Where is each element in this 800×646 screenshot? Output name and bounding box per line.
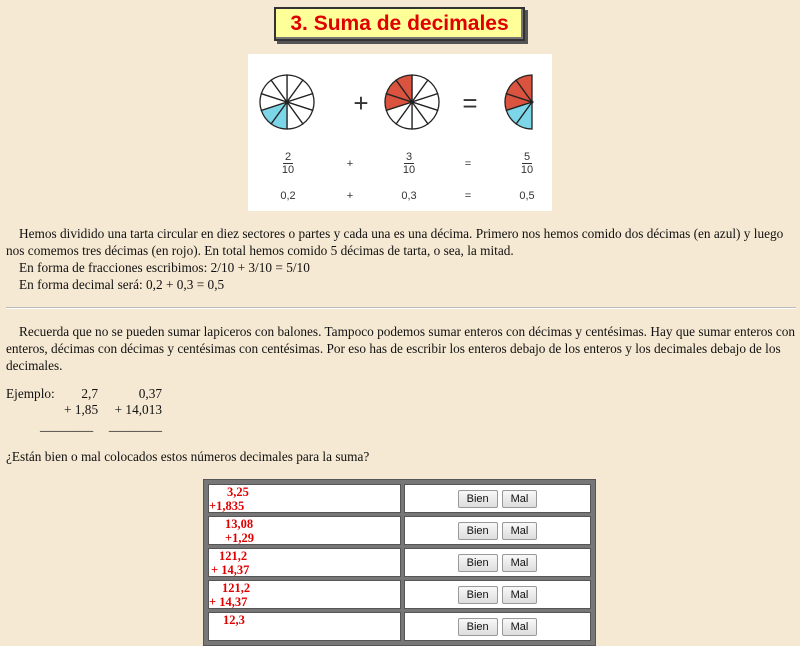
question: ¿Están bien o mal colocados estos números decimales para la suma?: [6, 449, 370, 464]
fraction-3: [512, 151, 542, 176]
rule-paragraph: Recuerda que no se pueden sumar lapiceros con balones. Tampoco podemos sumar enteros con décimas y centésimas. Hay que sumar enteros con enteros, décimas con décimas y centésimas con centésimas. Por eso has de escribir los enteros debajo de los enteros y los decimales debajo de los decimales.: [6, 324, 796, 373]
fractions-line: En forma de fracciones escribimos: 2/10 + 3/10 = 5/10: [19, 260, 310, 275]
numerator: 2: [284, 151, 292, 163]
mal-button[interactable]: Mal: [502, 586, 538, 604]
addend-bottom: +1,29: [225, 530, 254, 545]
bien-button[interactable]: Bien: [458, 554, 498, 572]
exercise-row: [208, 612, 591, 641]
mal-button[interactable]: Mal: [502, 490, 538, 508]
numerator: 5: [523, 151, 531, 163]
denominator: 10: [281, 164, 295, 176]
big-equals-sign: =: [462, 88, 478, 118]
plus-sign: +: [346, 190, 354, 202]
example-b-bottom: + 14,013: [114, 402, 162, 417]
mal-button[interactable]: Mal: [502, 618, 538, 636]
exercise-row: [208, 580, 591, 609]
page-title: 3. Suma de decimales: [274, 7, 525, 41]
addend-top: 12,3: [223, 613, 245, 627]
addition-cell: [208, 580, 401, 609]
bien-button[interactable]: Bien: [458, 490, 498, 508]
example-a-bottom: + 1,85: [64, 402, 99, 417]
addend-bottom: + 14,37: [211, 562, 250, 577]
main-content: [6, 225, 796, 646]
answer-cell: [404, 612, 591, 641]
decimal-2: 0,3: [401, 190, 417, 202]
exercise-row: [208, 516, 591, 545]
exercise-row: [208, 548, 591, 577]
example-b-top: 0,37: [138, 386, 162, 401]
fraction-pie-figure: [248, 54, 552, 211]
addition-cell: [208, 484, 401, 513]
addition-cell: [208, 516, 401, 545]
intro-paragraph: Hemos dividido una tarta circular en diez sectores o partes y cada una es una décima. Primero nos hemos comido dos décimas (en azul) y luego nos comemos tres décimas (en rojo). En total hemos comido 5 décimas de tarta, o sea, la mitad.: [6, 226, 784, 258]
addend-bottom: + 14,37: [209, 594, 248, 609]
addition-cell: [208, 548, 401, 577]
plus-sign: +: [346, 158, 354, 170]
addend-top: 121,2: [222, 581, 251, 595]
addend-bottom: +1,835: [209, 498, 245, 513]
denominator: 10: [402, 164, 416, 176]
example-a-line: ________: [40, 418, 94, 433]
fraction-2: [394, 151, 424, 176]
answer-cell: [404, 548, 591, 577]
denominator: 10: [520, 164, 534, 176]
answer-cell: [404, 484, 591, 513]
example-a-top: 2,7: [81, 386, 98, 401]
answer-cell: [404, 516, 591, 545]
exercise-row: [208, 484, 591, 513]
equals-sign: =: [464, 190, 472, 202]
addend-top: 121,2: [219, 549, 248, 563]
bien-button[interactable]: Bien: [458, 618, 498, 636]
numerator: 3: [405, 151, 413, 163]
decimal-3: 0,5: [519, 190, 535, 202]
equals-sign: =: [464, 158, 472, 170]
decimal-line: En forma decimal será: 0,2 + 0,3 = 0,5: [19, 277, 225, 292]
addend-top: 3,25: [227, 485, 249, 499]
exercise-table: [203, 479, 596, 646]
mal-button[interactable]: Mal: [502, 522, 538, 540]
bien-button[interactable]: Bien: [458, 522, 498, 540]
fraction-1: [273, 151, 303, 176]
example-label: Ejemplo:: [6, 386, 55, 401]
example-b-line: ________: [108, 418, 162, 433]
pie-diagrams: [248, 54, 552, 211]
big-plus-sign: +: [353, 88, 369, 118]
divider: [6, 307, 796, 309]
bien-button[interactable]: Bien: [458, 586, 498, 604]
answer-cell: [404, 580, 591, 609]
mal-button[interactable]: Mal: [502, 554, 538, 572]
example-block: [6, 386, 796, 434]
addend-top: 13,08: [225, 517, 254, 531]
addition-cell: [208, 612, 401, 641]
decimal-1: 0,2: [280, 190, 296, 202]
